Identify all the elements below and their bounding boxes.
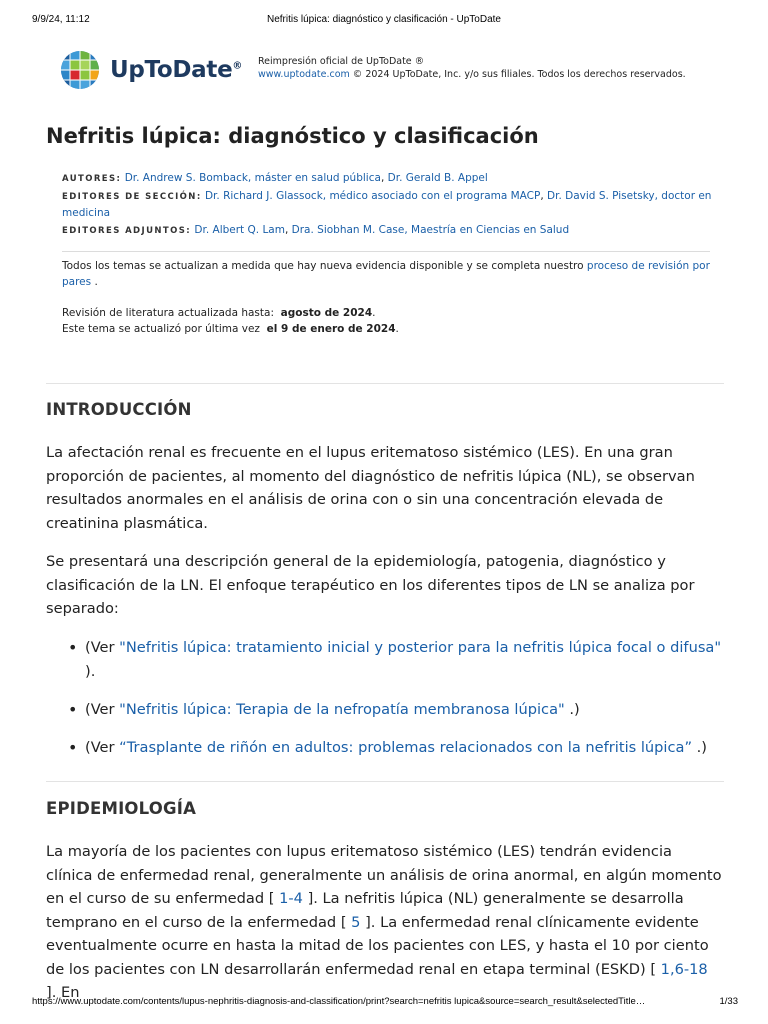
- epidemiology-paragraph-1: La mayoría de los pacientes con lupus eritematoso sistémico (LES) tendrán evidencia clínica de enfermedad renal, generalmente un análisis de orina anormal, en algún momento en el curso de su enfermedad [ 1-4 ]. La nefritis lúpica (NL) generalmente se desarrolla temprano en el curso de la enfermedad [ 5 ]. La enfermedad renal clínicamente evidente eventualmente ocurre en hasta la mitad de los pacientes con LES, y hasta el 10 por ciento de los pacientes con LN desarrollarán enfermedad renal en etapa terminal (ESKD) [ 1,6-18 ]. En: [46, 843, 722, 1001]
- topic-link-lupus-nephritis-treatment[interactable]: "Nefritis lúpica: tratamiento inicial y posterior para la nefritis lúpica focal o difusa": [119, 639, 722, 656]
- brand-name: UpToDate®: [110, 57, 243, 83]
- section-editor-link-pisetsky[interactable]: Dr. David S. Pisetsky, doctor en medicina: [62, 189, 712, 219]
- section-editors-label: EDITORES DE SECCIÓN: [62, 191, 197, 202]
- deputy-editor-link-lam[interactable]: Dr. Albert Q. Lam: [194, 223, 285, 236]
- list-item: • (Ver "Nefritis lúpica: Terapia de la nefropatía membranosa lúpica" .): [68, 698, 722, 722]
- print-footer: [0, 996, 768, 1010]
- reprint-line2: www.uptodate.com © 2024 UpToDate, Inc. y/o sus filiales. Todos los derechos reservados.: [258, 69, 686, 80]
- meta-divider: [62, 251, 710, 252]
- section-editor-link-glassock[interactable]: Dr. Richard J. Glassock, médico asociado con el programa MACP: [204, 189, 541, 202]
- author-link-appel[interactable]: Dr. Gerald B. Appel: [387, 172, 488, 184]
- print-header: [0, 14, 768, 30]
- section-divider: [46, 383, 724, 384]
- reference-link-1-6-18[interactable]: 1,6-18: [660, 960, 708, 978]
- last-updated-date: el 9 de enero de 2024: [266, 323, 396, 335]
- uptodate-logo[interactable]: [60, 48, 242, 92]
- section-heading-epidemiology: EPIDEMIOLOGÍA: [46, 799, 197, 818]
- intro-paragraph-1: La afectación renal es frecuente en el lupus eritematoso sistémico (LES). En una gran proporción de pacientes, al momento del diagnóstico de nefritis lúpica (NL), se observan resultados anormales en el análisis de orina con o sin una concentración elevada de creatinina plasmática.: [46, 444, 695, 532]
- print-url: https://www.uptodate.com/contents/lupus-nephritis-diagnosis-and-classification/print?search=nefritis lupica&source=search_result&selectedTitle…: [32, 996, 646, 1007]
- authors-label: AUTORES: [62, 174, 117, 184]
- update-note: Todos los temas se actualizan a medida que hay nueva evidencia disponible y se completa nuestro proceso de revisión por pares .: [62, 260, 710, 288]
- globe-logo-icon: [60, 50, 100, 90]
- list-item: • (Ver “Trasplante de riñón en adultos: problemas relacionados con la nefritis lúpica” .): [68, 736, 722, 760]
- peer-review-link[interactable]: proceso de revisión por pares: [62, 260, 710, 288]
- authors-row: AUTORES: Dr. Andrew S. Bomback, máster en salud pública, Dr. Gerald B. Appel: [62, 172, 488, 184]
- deputy-editor-link-case[interactable]: Dra. Siobhan M. Case, Maestría en Ciencias en Salud: [291, 223, 570, 236]
- author-link-bomback[interactable]: Dr. Andrew S. Bomback, máster en salud pública: [124, 172, 381, 184]
- reprint-line1: Reimpresión oficial de UpToDate ®: [258, 56, 425, 67]
- page-number: 1/33: [719, 996, 738, 1007]
- reprint-notice: [258, 55, 686, 81]
- section-heading-introduction: INTRODUCCIÓN: [46, 400, 192, 419]
- review-dates: [62, 305, 712, 337]
- reference-link-1-4[interactable]: 1-4: [279, 890, 303, 907]
- section-divider: [46, 781, 724, 782]
- uptodate-site-link[interactable]: www.uptodate.com: [258, 69, 350, 80]
- bullet-dot-icon: •: [68, 638, 78, 657]
- bullet-dot-icon: •: [68, 700, 78, 719]
- print-page-title: Nefritis lúpica: diagnóstico y clasificación - UpToDate: [267, 14, 501, 25]
- section-editors-row: EDITORES DE SECCIÓN: Dr. Richard J. Glassock, médico asociado con el programa MACP, Dr. David S. Pisetsky, doctor en medicina: [62, 189, 712, 219]
- intro-paragraph-2: Se presentará una descripción general de la epidemiología, patogenia, diagnóstico y clasificación de la LN. El enfoque terapéutico en los diferentes tipos de LN se analiza por separado:: [46, 553, 695, 617]
- last-updated-line: Este tema se actualizó por última vez el 9 de enero de 2024.: [62, 323, 399, 335]
- literature-review-line: Revisión de literatura actualizada hasta: agosto de 2024.: [62, 307, 376, 319]
- bullet-dot-icon: •: [68, 738, 78, 757]
- deputy-editors-label: EDITORES ADJUNTOS: [62, 225, 187, 236]
- list-item: • (Ver "Nefritis lúpica: tratamiento inicial y posterior para la nefritis lúpica focal o difusa" ).: [68, 638, 722, 680]
- topic-link-membranous-nephropathy[interactable]: "Nefritis lúpica: Terapia de la nefropatía membranosa lúpica": [119, 701, 565, 718]
- article-contributors: [62, 170, 712, 239]
- literature-review-date: agosto de 2024: [280, 307, 373, 319]
- print-datetime: 9/9/24, 11:12: [32, 14, 90, 25]
- reference-link-5[interactable]: 5: [351, 913, 361, 931]
- page-title: Nefritis lúpica: diagnóstico y clasificación: [46, 124, 539, 148]
- deputy-editors-row: EDITORES ADJUNTOS: Dr. Albert Q. Lam, Dra. Siobhan M. Case, Maestría en Ciencias en Salud: [62, 223, 570, 236]
- topic-link-kidney-transplant[interactable]: “Trasplante de riñón en adultos: problemas relacionados con la nefritis lúpica”: [119, 739, 693, 756]
